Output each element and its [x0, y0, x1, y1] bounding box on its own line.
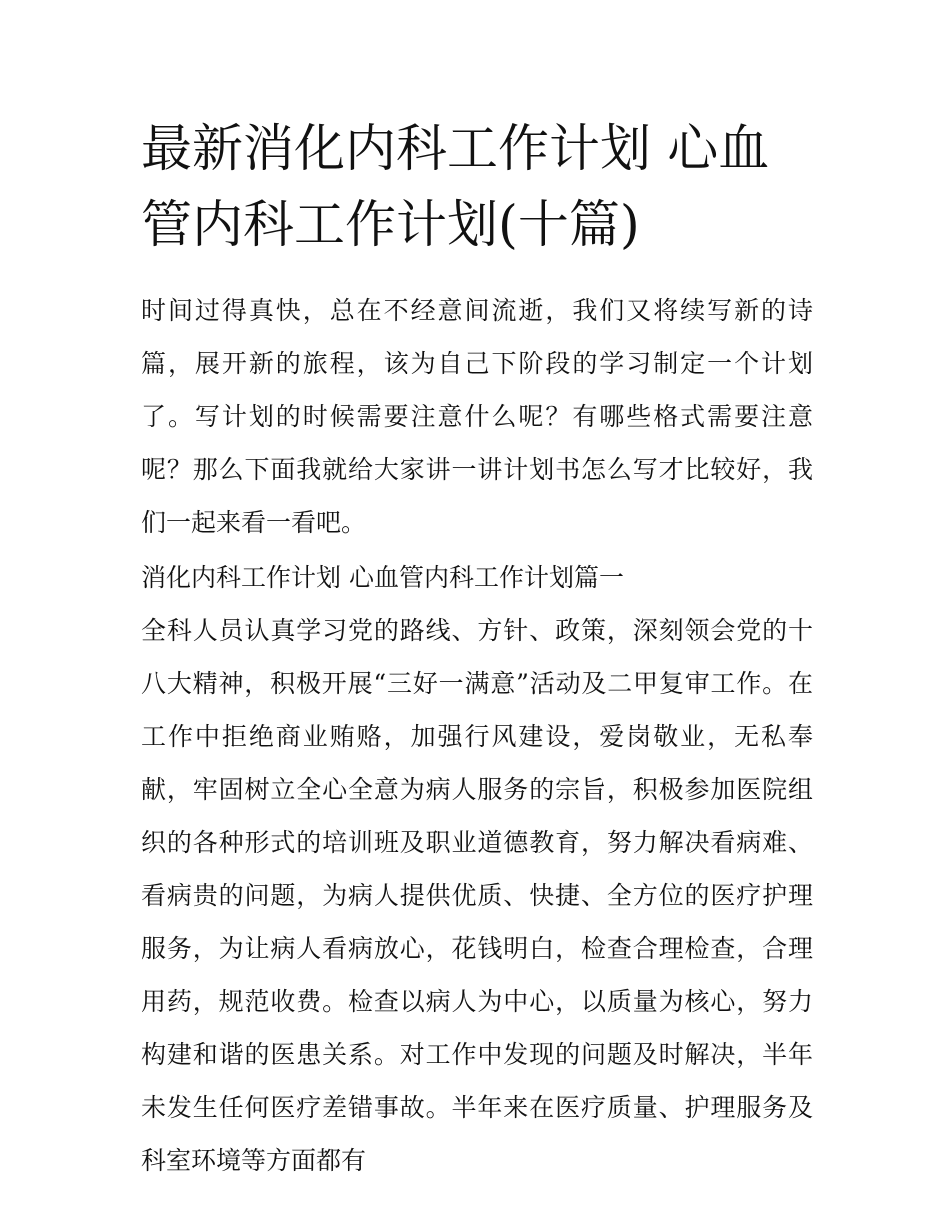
intro-paragraph: 时间过得真快，总在不经意间流逝，我们又将续写新的诗篇，展开新的旅程，该为自己下阶段的学习制定一个计划了。写计划的时候需要注意什么呢？有哪些格式需要注意呢？那么下面我就给大家讲一讲计划书怎么写才比较好，我们一起来看一看吧。: [141, 296, 813, 537]
document-page: [141, 112, 813, 1187]
section-body-paragraph: 全科人员认真学习党的路线、方针、政策，深刻领会党的十八大精神，积极开展“三好一满意”活动及二甲复审工作。在工作中拒绝商业贿赂，加强行风建设，爱岗敬业，无私奉献，牢固树立全心全意为病人服务的宗旨，积极参加医院组织的各种形式的培训班及职业道德教育，努力解决看病难、看病贵的问题，为病人提供优质、快捷、全方位的医疗护理服务，为让病人看病放心，花钱明白，检查合理检查，合理用药，规范收费。检查以病人为中心，以质量为核心，努力构建和谐的医患关系。对工作中发现的问题及时解决，半年未发生任何医疗差错事故。半年来在医疗质量、护理服务及科室环境等方面都有: [141, 616, 813, 1175]
document-title: 最新消化内科工作计划 心血管内科工作计划(十篇): [141, 120, 770, 255]
section-heading: 消化内科工作计划 心血管内科工作计划篇一: [141, 563, 624, 592]
